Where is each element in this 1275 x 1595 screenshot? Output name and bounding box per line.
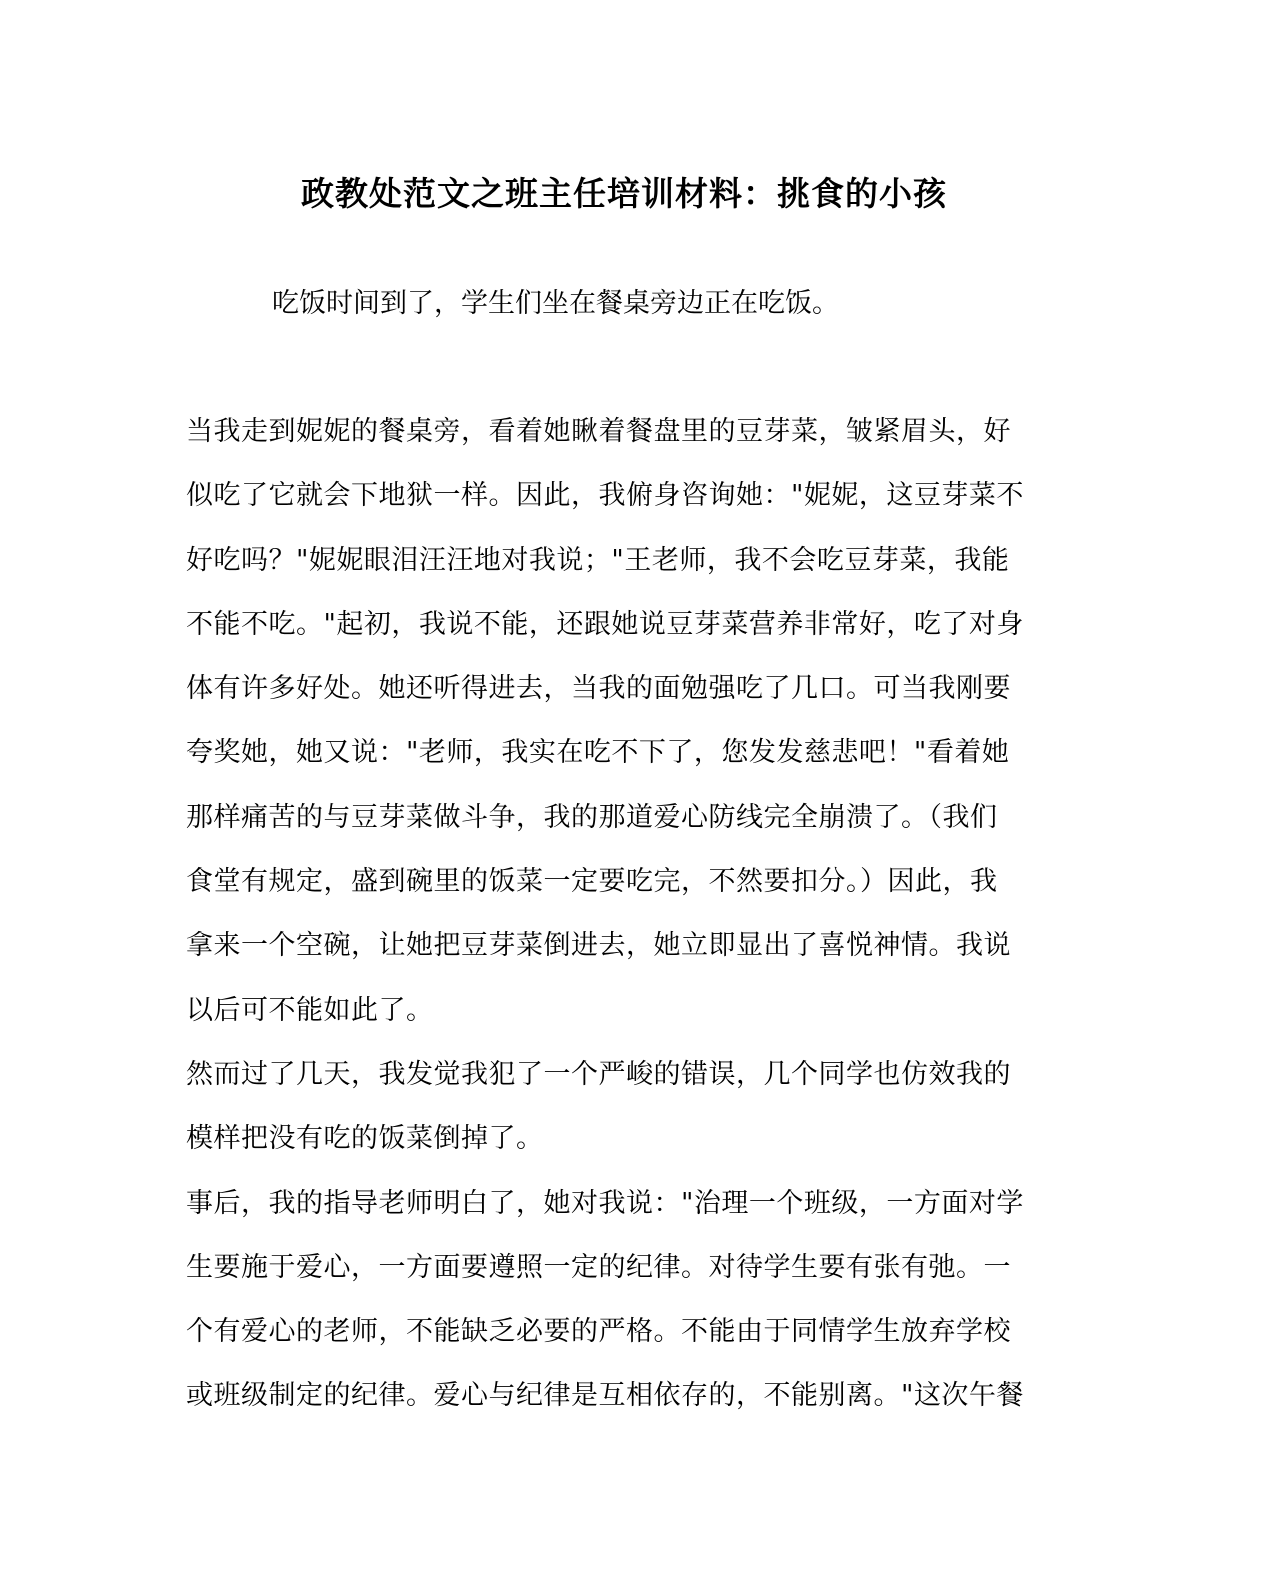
text-line: 以后可不能如此了。 bbox=[186, 994, 434, 1026]
text-line: 然而过了几天，我发觉我犯了一个严峻的错误，几个同学也仿效我的 bbox=[186, 1058, 1011, 1090]
text-line: 那样痛苦的与豆芽菜做斗争，我的那道爱心防线完全崩溃了。（我们 bbox=[186, 801, 998, 833]
text-line: 食堂有规定，盛到碗里的饭菜一定要吃完，不然要扣分。）因此，我 bbox=[186, 866, 998, 898]
text-line: 事后，我的指导老师明白了，她对我说："治理一个班级，一方面对学 bbox=[186, 1187, 1024, 1219]
text-line: 当我走到妮妮的餐桌旁，看着她瞅着餐盘里的豆芽菜，皱紧眉头，好 bbox=[186, 416, 1011, 447]
text-line: 体有许多好处。她还听得进去，当我的面勉强吃了几口。可当我刚要 bbox=[186, 673, 1011, 705]
text-line: 夸奖她，她又说："老师，我实在吃不下了，您发发慈悲吧！"看着她 bbox=[186, 737, 1010, 769]
text-line: 拿来一个空碗，让她把豆芽菜倒进去，她立即显出了喜悦神情。我说 bbox=[186, 930, 1011, 962]
intro-paragraph: 吃饭时间到了，学生们坐在餐桌旁边正在吃饭。 bbox=[272, 288, 839, 319]
document-title: 政教处范文之班主任培训材料：挑食的小孩 bbox=[301, 174, 947, 213]
text-line: 或班级制定的纪律。爱心与纪律是互相依存的，不能别离。"这次午餐 bbox=[186, 1380, 1024, 1412]
text-line: 生要施于爱心，一方面要遵照一定的纪律。对待学生要有张有弛。一 bbox=[186, 1251, 1011, 1283]
text-line: 模样把没有吃的饭菜倒掉了。 bbox=[186, 1123, 544, 1155]
body-text bbox=[186, 410, 1066, 1439]
text-line: 不能不吃。"起初，我说不能，还跟她说豆芽菜营养非常好，吃了对身 bbox=[186, 608, 1024, 640]
text-line: 好吃吗？"妮妮眼泪汪汪地对我说；"王老师，我不会吃豆芽菜，我能 bbox=[186, 544, 1010, 576]
text-line: 个有爱心的老师，不能缺乏必要的严格。不能由于同情学生放弃学校 bbox=[186, 1316, 1011, 1348]
text-line: 似吃了它就会下地狱一样。因此，我俯身咨询她："妮妮，这豆芽菜不 bbox=[186, 480, 1024, 512]
